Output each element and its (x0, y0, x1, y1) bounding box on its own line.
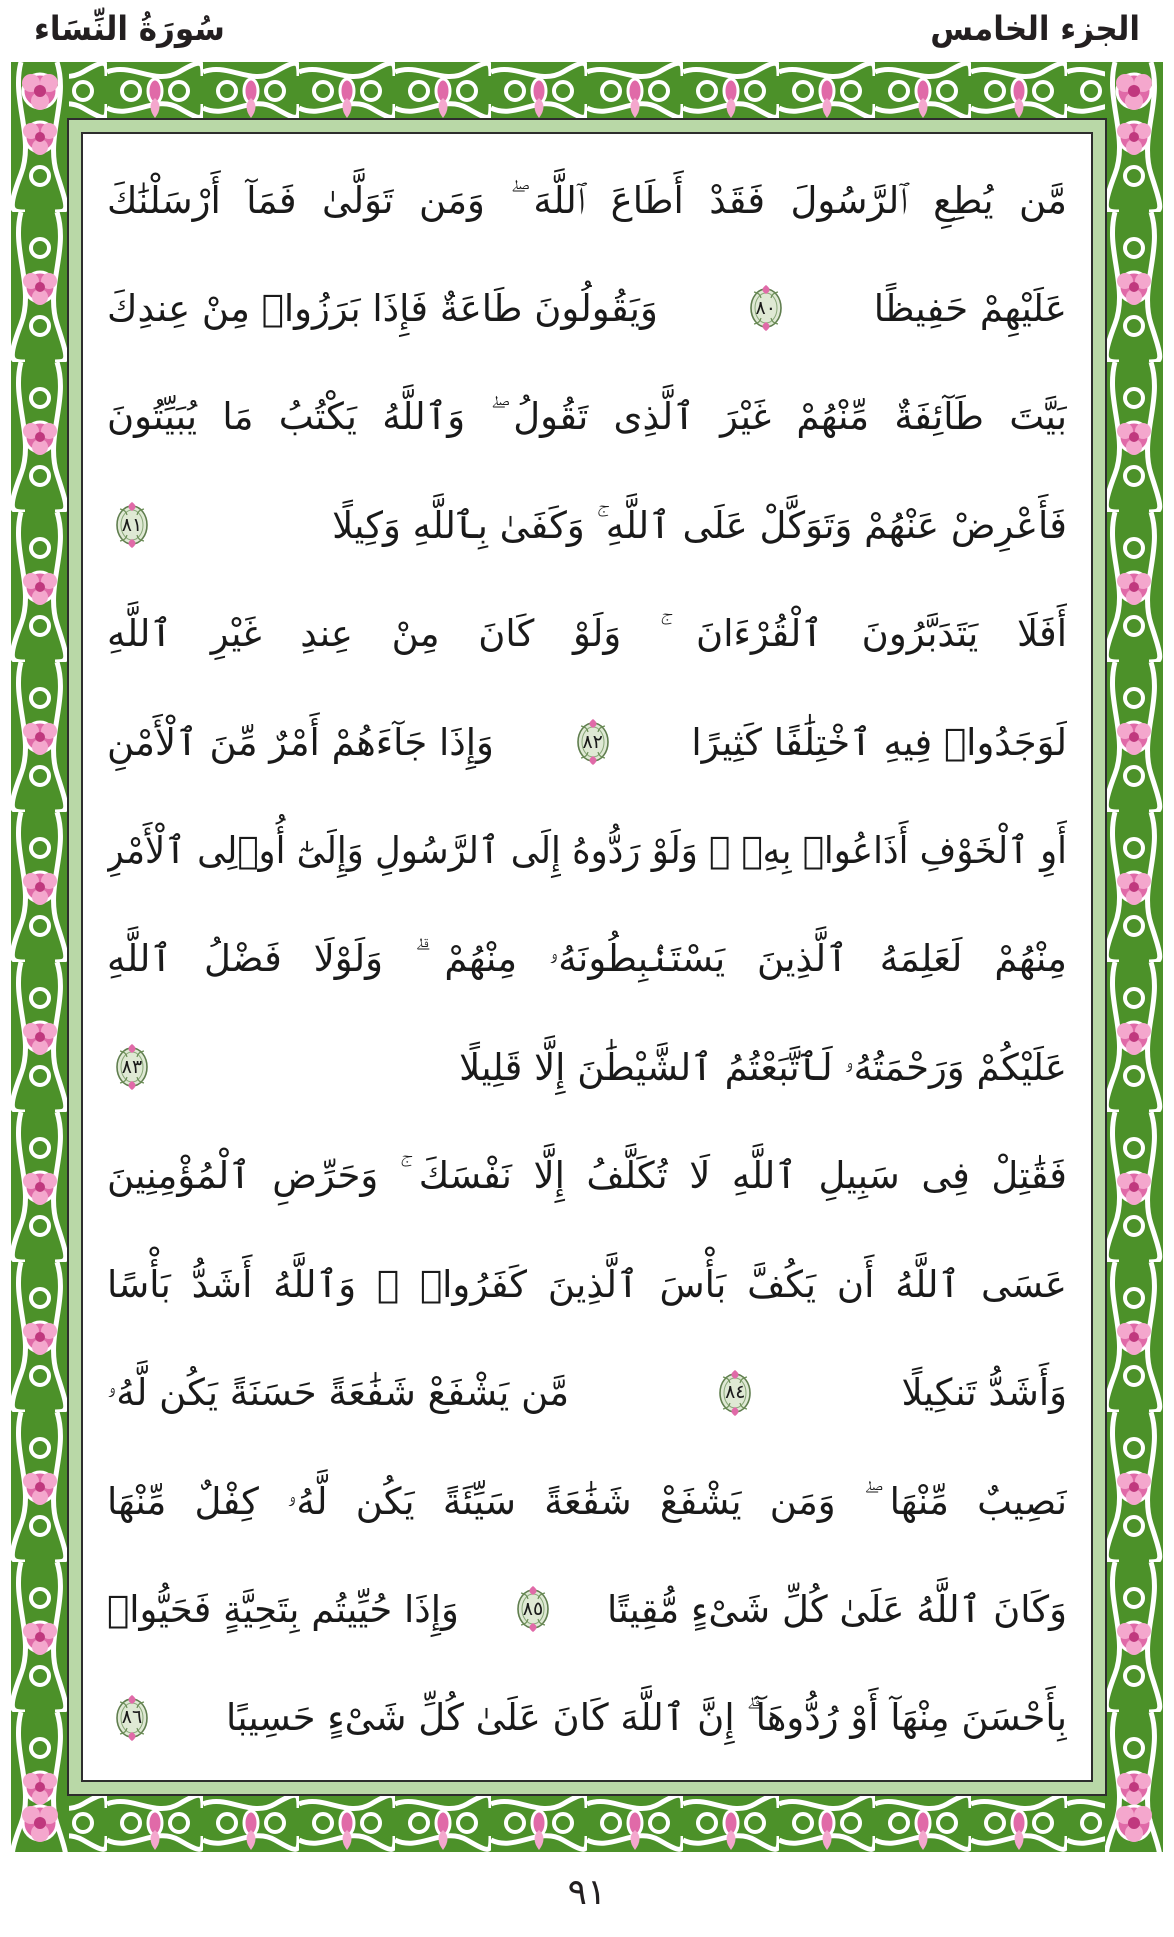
quran-line-text-continued: وَيَقُولُونَ طَاعَةٌ فَإِذَا بَرَزُوا۟ مِنْ عِندِكَ (107, 286, 658, 330)
quran-line-text: فَقَٰتِلْ فِى سَبِيلِ ٱللَّهِ لَا تُكَلَّفُ إِلَّا نَفْسَكَ ۚ وَحَرِّضِ ٱلْمُؤْمِنِينَ (107, 1154, 1067, 1198)
quran-line-text: عَلَيْهِمْ حَفِيظًا (873, 286, 1067, 330)
ayah-number-text: ٨٠ (755, 296, 776, 319)
quran-line-text: عَسَى ٱللَّهُ أَن يَكُفَّ بَأْسَ ٱلَّذِينَ كَفَرُوا۟ ۚ وَٱللَّهُ أَشَدُّ بَأْسًا (107, 1262, 1067, 1306)
quran-line-text: أَفَلَا يَتَدَبَّرُونَ ٱلْقُرْءَانَ ۚ وَلَوْ كَانَ مِنْ عِندِ غَيْرِ ٱللَّهِ (107, 612, 1067, 656)
quran-line-text: مَّن يُطِعِ ٱلرَّسُولَ فَقَدْ أَطَاعَ ٱللَّهَ ۖ وَمَن تَوَلَّىٰ فَمَآ أَرْسَلْنَٰكَ (107, 178, 1067, 222)
quran-line (107, 371, 1067, 463)
ornamental-frame (11, 62, 1163, 1852)
ayah-number-text: ٨٥ (522, 1597, 544, 1620)
quran-line (107, 479, 1067, 571)
quran-line (107, 1021, 1067, 1113)
ayah-number-medallion (714, 1368, 756, 1418)
quran-line (107, 913, 1067, 1005)
quran-line-text: وَكَانَ ٱللَّهُ عَلَىٰ كُلِّ شَىْءٍ مُّقِيتًا (607, 1587, 1067, 1631)
quran-line-text: فَأَعْرِضْ عَنْهُمْ وَتَوَكَّلْ عَلَى ٱللَّهِ ۚ وَكَفَىٰ بِٱللَّهِ وَكِيلًا (332, 503, 1067, 547)
quran-line-text: مِنْهُمْ لَعَلِمَهُ ٱلَّذِينَ يَسْتَنۢبِطُونَهُۥ مِنْهُمْ ۗ وَلَوْلَا فَضْلُ ٱللَّهِ (107, 937, 1067, 981)
quran-line-text-continued: مَّن يَشْفَعْ شَفَٰعَةً حَسَنَةً يَكُن لَّهُۥ (107, 1371, 570, 1415)
ayah-number-medallion (111, 1693, 153, 1743)
ayah-number-medallion (111, 1042, 153, 1092)
ayah-number-medallion (512, 1584, 554, 1634)
quran-line (107, 1347, 1067, 1439)
quran-text-block (95, 140, 1079, 1774)
quran-line-text: بَيَّتَ طَآئِفَةٌ مِّنْهُمْ غَيْرَ ٱلَّذِى تَقُولُ ۖ وَٱللَّهُ يَكْتُبُ مَا يُبَيِّتُونَ (107, 395, 1067, 439)
quran-line-text: أَوِ ٱلْخَوْفِ أَذَاعُوا۟ بِهِۦ ۖ وَلَوْ رَدُّوهُ إِلَى ٱلرَّسُولِ وَإِلَىٰٓ أُو۟لِى ٱلْأَمْرِ (107, 829, 1067, 873)
quran-line-text: لَوَجَدُوا۟ فِيهِ ٱخْتِلَٰفًا كَثِيرًا (691, 720, 1067, 764)
page-header (0, 0, 1174, 58)
ayah-number-text: ٨٢ (582, 730, 603, 753)
surah-title: سُورَةُ النِّسَاء (34, 9, 225, 49)
ayah-number-text: ٨١ (121, 513, 143, 536)
quran-line (107, 1563, 1067, 1655)
quran-line-text-continued: وَإِذَا جَآءَهُمْ أَمْرٌ مِّنَ ٱلْأَمْنِ (107, 720, 494, 764)
ayah-number-text: ٨٦ (121, 1706, 143, 1729)
quran-line-text: وَأَشَدُّ تَنكِيلًا (901, 1371, 1067, 1415)
ayah-number-medallion (745, 283, 787, 333)
quran-line-text: نَصِيبٌ مِّنْهَا ۖ وَمَن يَشْفَعْ شَفَٰعَةً سَيِّئَةً يَكُن لَّهُۥ كِفْلٌ مِّنْهَا (107, 1479, 1067, 1523)
ayah-number-text: ٨٤ (725, 1381, 746, 1404)
quran-line (107, 696, 1067, 788)
quran-line (107, 805, 1067, 897)
quran-line-text: عَلَيْكُمْ وَرَحْمَتُهُۥ لَٱتَّبَعْتُمُ ٱلشَّيْطَٰنَ إِلَّا قَلِيلًا (459, 1045, 1067, 1089)
quran-line (107, 1130, 1067, 1222)
page-number: ٩١ (567, 1872, 607, 1913)
quran-line (107, 262, 1067, 354)
ayah-number-text: ٨٣ (121, 1055, 143, 1078)
juz-title: الجزء الخامس (930, 9, 1140, 49)
quran-line-text: بِأَحْسَنَ مِنْهَآ أَوْ رُدُّوهَآ ۗ إِنَّ ٱللَّهَ كَانَ عَلَىٰ كُلِّ شَىْءٍ حَسِيبًا (225, 1696, 1067, 1740)
quran-line (107, 588, 1067, 680)
ayah-number-medallion (111, 500, 153, 550)
ayah-number-medallion (572, 717, 614, 767)
quran-line (107, 1455, 1067, 1547)
quran-line-text-continued: وَإِذَا حُيِّيتُم بِتَحِيَّةٍ فَحَيُّوا۟ (107, 1587, 459, 1631)
quran-line (107, 1672, 1067, 1764)
quran-line (107, 154, 1067, 246)
quran-line (107, 1238, 1067, 1330)
